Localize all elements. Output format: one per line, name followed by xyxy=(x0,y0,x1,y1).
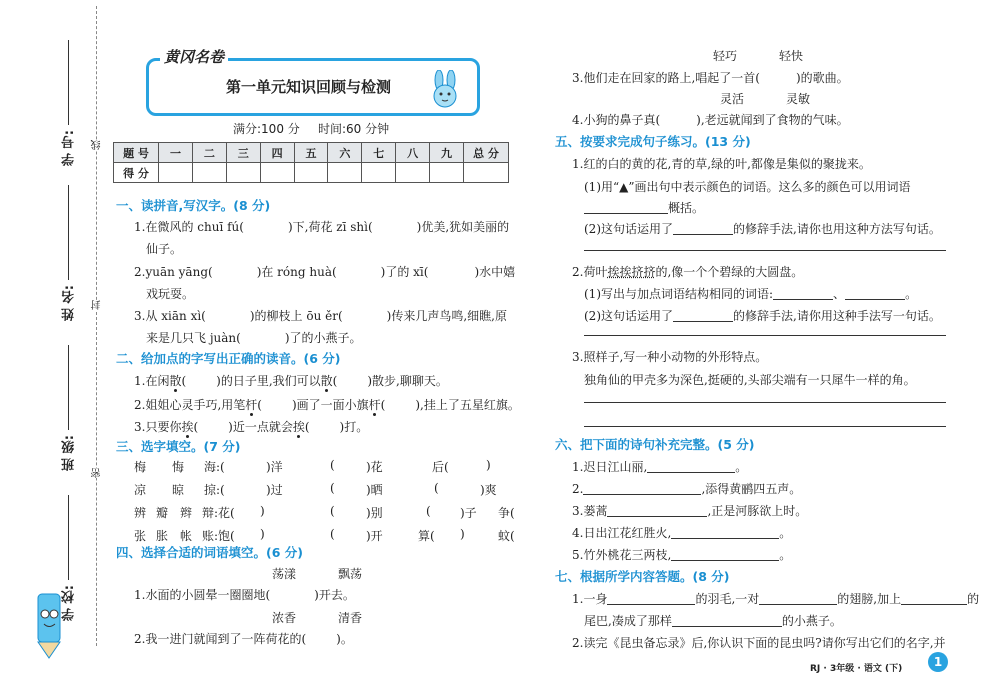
s4-line-4: 4.小狗的鼻子真( ),老远就闻到了食物的气味。 xyxy=(572,113,849,127)
score-cell[interactable] xyxy=(396,163,430,183)
score-table-header: 七 xyxy=(362,143,396,163)
answer-blank[interactable] xyxy=(583,483,701,495)
seal-mark: 封 xyxy=(92,300,103,310)
s5-line-2-2: (2)这句话运用了 的修辞手法,请你用这种手法写一句话。 xyxy=(584,309,941,323)
s1-line-2b: 戏玩耍。 xyxy=(146,287,195,301)
s5-line-2-1: (1)写出与加点词语结构相同的词语: 、 。 xyxy=(584,287,918,301)
s5-line-1-2: (2)这句话运用了 的修辞手法,请你也用这种方法写句话。 xyxy=(584,222,941,236)
score-cell[interactable] xyxy=(328,163,362,183)
s5-line-3: 3.照样子,写一种小动物的外形特点。 xyxy=(572,350,768,364)
s5-example: 独角仙的甲壳多为深色,挺硬的,头部尖端有一只犀牛一样的角。 xyxy=(584,373,916,387)
answer-blank[interactable] xyxy=(759,593,837,605)
pencil-mascot-icon xyxy=(30,592,70,665)
s5-line-1: 1.红的白的黄的花,青的草,绿的叶,都像是集似的聚拢来。 xyxy=(572,157,871,171)
score-table-header-row xyxy=(114,143,509,163)
s1-line-1b: 仙子。 xyxy=(146,242,183,256)
score-table-header: 题 号 xyxy=(114,143,159,163)
s1-line-2: 2.yuān yāng( )在 róng huà( )了的 xī( )水中嬉 xyxy=(134,265,516,279)
answer-blank[interactable] xyxy=(647,461,735,473)
s2-line-3: 3.只要你挨( )近一点就会挨( )打。 xyxy=(134,420,369,434)
footer-label: RJ · 3年级 · 语文 (下) xyxy=(810,664,903,674)
score-table-header: 三 xyxy=(226,143,260,163)
school-field[interactable] xyxy=(68,495,69,580)
s6-line-2: 2. ,添得黄鹂四五声。 xyxy=(572,482,802,496)
s4-line-1: 1.水面的小圆晕一圈圈地( )开去。 xyxy=(134,588,355,602)
s4-word-options-1: 荡漾 飘荡 xyxy=(272,567,363,581)
s2-line-1: 1.在闲散( )的日子里,我们可以散( )散步,聊聊天。 xyxy=(134,374,448,388)
s1-line-3b: 来是几只飞 juàn( )了的小燕子。 xyxy=(146,331,362,345)
section-4-title: 四、选择合适的词语填空。(6 分) xyxy=(116,545,303,560)
s5-line-2: 2.荷叶挨挨挤挤的,像一个个碧绿的大圆盘。 xyxy=(572,265,804,279)
answer-blank[interactable] xyxy=(673,223,733,235)
answer-blank[interactable] xyxy=(607,593,695,605)
score-table xyxy=(113,142,509,183)
section-2-title: 二、给加点的字写出正确的读音。(6 分) xyxy=(116,351,341,366)
answer-blank[interactable] xyxy=(607,505,707,517)
name-field[interactable] xyxy=(68,185,69,280)
writing-line[interactable] xyxy=(584,335,946,336)
brand-logo: 黄冈名卷 xyxy=(160,46,228,67)
score-table-header: 六 xyxy=(328,143,362,163)
s1-line-3: 3.从 xiān xì( )的柳枝上 ōu ěr( )传来几声鸟鸣,细瞧,原 xyxy=(134,309,507,323)
score-cell[interactable] xyxy=(294,163,328,183)
score-table-header: 二 xyxy=(192,143,226,163)
section-5-title: 五、按要求完成句子练习。(13 分) xyxy=(555,134,751,149)
s6-line-3: 3.蒌蒿 ,正是河豚欲上时。 xyxy=(572,504,808,518)
student-id-label: 学 号: xyxy=(62,130,77,166)
page-number-badge xyxy=(928,652,948,672)
writing-line[interactable] xyxy=(584,250,946,251)
s1-line-1: 1.在微风的 chuī fú( )下,荷花 zī shì( )优美,犹如美丽的 xyxy=(134,220,510,234)
score-cell[interactable] xyxy=(430,163,464,183)
score-cell[interactable] xyxy=(464,163,509,183)
score-cell[interactable] xyxy=(226,163,260,183)
class-field[interactable] xyxy=(68,345,69,430)
school-label: 学 校: xyxy=(62,585,77,621)
writing-line[interactable] xyxy=(584,426,946,427)
s5-line-1-1b: 概括。 xyxy=(584,199,704,216)
student-id-field[interactable] xyxy=(68,40,69,125)
score-table-header: 一 xyxy=(159,143,193,163)
s7-line-2: 2.读完《昆虫备忘录》后,你认识下面的昆虫吗?请你写出它们的名字,并 xyxy=(572,636,946,650)
score-cell[interactable] xyxy=(192,163,226,183)
answer-blank[interactable] xyxy=(773,288,833,300)
s6-line-4: 4.日出江花红胜火, 。 xyxy=(572,526,792,540)
name-label: 姓 名: xyxy=(62,285,77,321)
answer-blank[interactable] xyxy=(672,615,782,627)
score-table-header: 四 xyxy=(260,143,294,163)
s4-word-options-3: 轻巧 轻快 xyxy=(713,49,804,63)
line-mark: 线 xyxy=(92,140,103,150)
section-6-title: 六、把下面的诗句补充完整。(5 分) xyxy=(555,437,755,452)
score-table-row xyxy=(114,163,509,183)
s5-line-1-1: (1)用“▲”画出句中表示颜色的词语。这么多的颜色可以用词语 xyxy=(584,180,911,194)
page-number: 1 xyxy=(933,655,943,669)
answer-blank[interactable] xyxy=(584,202,668,214)
rabbit-mascot-icon xyxy=(425,70,465,113)
section-3-title: 三、选字填空。(7 分) xyxy=(116,439,241,454)
score-table-header: 总 分 xyxy=(464,143,509,163)
s4-word-options-2: 浓香 清香 xyxy=(272,611,363,625)
score-table-header: 五 xyxy=(294,143,328,163)
section-1-title: 一、读拼音,写汉字。(8 分) xyxy=(116,198,271,213)
s4-line-3: 3.他们走在回家的路上,唱起了一首( )的歌曲。 xyxy=(572,71,849,85)
answer-blank[interactable] xyxy=(671,549,779,561)
page-title: 第一单元知识回顾与检测 xyxy=(226,78,392,96)
class-label: 班 级: xyxy=(62,435,77,471)
binding-dashed-line xyxy=(96,6,97,646)
answer-blank[interactable] xyxy=(845,288,905,300)
s2-line-2: 2.姐姐心灵手巧,用笔杆( )画了一面小旗杆( ),挂上了五星红旗。 xyxy=(134,398,520,412)
score-table-header: 八 xyxy=(396,143,430,163)
answer-blank[interactable] xyxy=(671,527,779,539)
full-score: 满分:100 分 xyxy=(233,122,300,136)
score-cell[interactable] xyxy=(362,163,396,183)
score-cell[interactable] xyxy=(159,163,193,183)
answer-blank[interactable] xyxy=(901,593,967,605)
secret-mark: 密 xyxy=(92,468,103,478)
score-cell[interactable] xyxy=(260,163,294,183)
section-7-title: 七、根据所学内容答题。(8 分) xyxy=(555,569,730,584)
time-limit: 时间:60 分钟 xyxy=(318,122,390,136)
score-row-label: 得 分 xyxy=(114,163,159,183)
s7-line-1: 1.一身 的羽毛,一对 的翅膀,加上 的 xyxy=(572,592,980,606)
s6-line-5: 5.竹外桃花三两枝, 。 xyxy=(572,548,792,562)
score-table-header: 九 xyxy=(430,143,464,163)
s6-line-1: 1.迟日江山丽, 。 xyxy=(572,460,748,474)
answer-blank[interactable] xyxy=(673,310,733,322)
s4-line-2: 2.我一进门就闻到了一阵荷花的( )。 xyxy=(134,632,353,646)
writing-line[interactable] xyxy=(584,402,946,403)
s4-word-options-4: 灵活 灵敏 xyxy=(720,92,811,106)
s7-line-1b: 尾巴,凑成了那样 的小燕子。 xyxy=(584,614,842,628)
